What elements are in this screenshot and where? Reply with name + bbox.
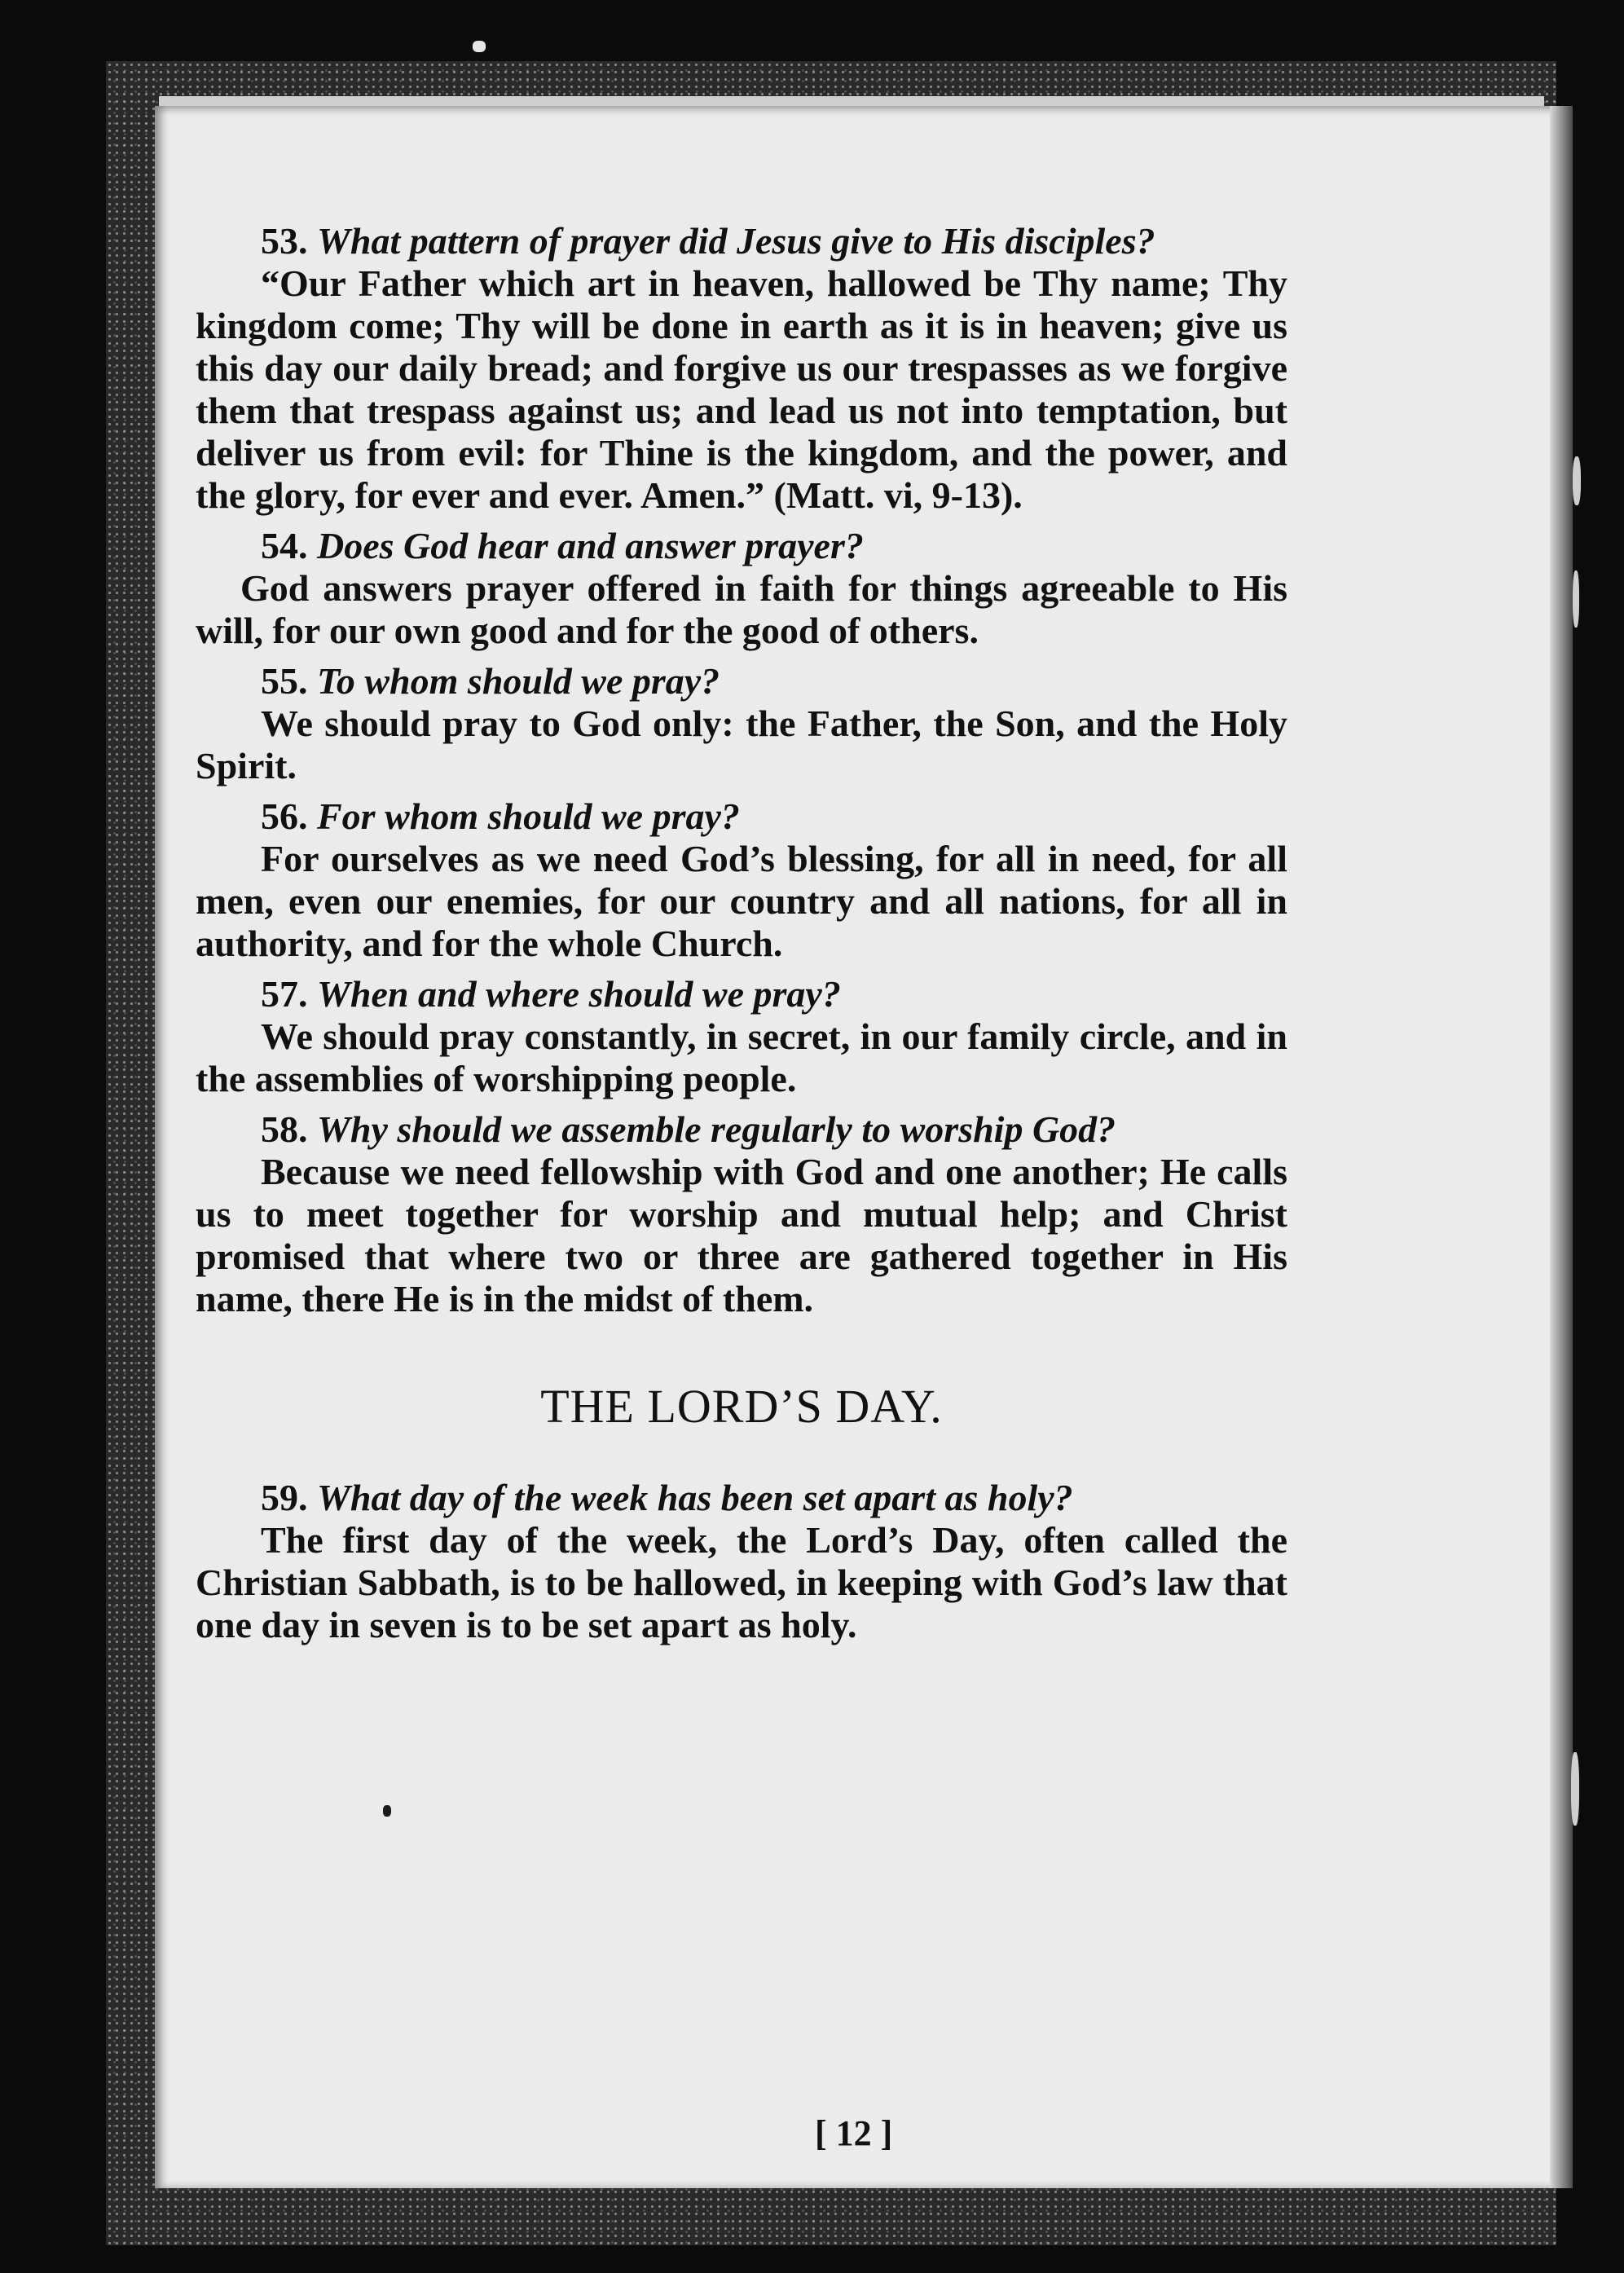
question-number: 59. <box>261 1477 308 1518</box>
entry-55 <box>196 660 1287 787</box>
question <box>196 660 1287 703</box>
section-heading: THE LORD’S DAY. <box>540 1380 943 1433</box>
entry-58 <box>196 1108 1287 1320</box>
entry-54 <box>196 525 1287 652</box>
question-text: Why should we assemble regularly to worship God? <box>317 1108 1116 1150</box>
question-number: 57. <box>261 973 308 1015</box>
question <box>196 220 1287 262</box>
entry-53 <box>196 220 1287 517</box>
page-content <box>196 220 1287 1654</box>
question-text: To whom should we pray? <box>317 660 720 702</box>
page-number: [ 12 ] <box>815 2113 893 2153</box>
question-text: For whom should we pray? <box>317 795 740 837</box>
answer-text: We should pray constantly, in secret, in our family circle, and in the assemblies of worshipping people. <box>196 1015 1287 1099</box>
answer-text: We should pray to God only: the Father, the Son, and the Holy Spirit. <box>196 703 1287 786</box>
ink-speck <box>1573 570 1579 628</box>
question <box>196 1477 1287 1519</box>
answer-text: Because we need fellowship with God and one another; He calls us to meet together for worship and mutual help; and Christ promised that where two or three are gathered together in His name, there He is in the midst of them. <box>196 1151 1287 1319</box>
question <box>196 973 1287 1015</box>
question-number: 53. <box>261 220 308 262</box>
question-text: When and where should we pray? <box>317 973 841 1015</box>
entry-59 <box>196 1477 1287 1646</box>
page-gutter-edge <box>1550 106 1573 2188</box>
ink-speck <box>473 41 486 52</box>
answer-text: God answers prayer offered in faith for things agreeable to His will, for our own good and for the good of others. <box>196 567 1287 651</box>
question-number: 58. <box>261 1108 308 1150</box>
ink-speck <box>1571 1752 1579 1826</box>
ink-speck <box>1573 456 1581 505</box>
question-text: Does God hear and answer prayer? <box>317 525 864 566</box>
question-text: What pattern of prayer did Jesus give to His disciples? <box>317 220 1155 262</box>
entry-57 <box>196 973 1287 1100</box>
question-number: 54. <box>261 525 308 566</box>
question-number: 56. <box>261 795 308 837</box>
answer-text: “Our Father which art in heaven, hallowed be Thy name; Thy kingdom come; Thy will be done in earth as it is in heaven; give us this day our daily bread; and forgive us our trespasses as we forgive them that trespass against us; and lead us not into temptation, but deliver us from evil: for Thine is the kingdom, and the power, and the glory, for ever and ever. Amen.” (Matt. vi, 9-13). <box>196 262 1287 516</box>
entry-56 <box>196 795 1287 965</box>
question <box>196 795 1287 838</box>
answer-text: The first day of the week, the Lord’s Day, often called the Christian Sabbath, is to be hallowed, in keeping with God’s law that one day in seven is to be set apart as holy. <box>196 1519 1287 1645</box>
ink-speck <box>383 1805 391 1817</box>
answer-text: For ourselves as we need God’s blessing, for all in need, for all men, even our enemies, for our country and all nations, for all in authority, and for the whole Church. <box>196 838 1287 964</box>
question-number: 55. <box>261 660 308 702</box>
question-text: What day of the week has been set apart as holy? <box>317 1477 1073 1518</box>
question <box>196 525 1287 567</box>
question <box>196 1108 1287 1151</box>
